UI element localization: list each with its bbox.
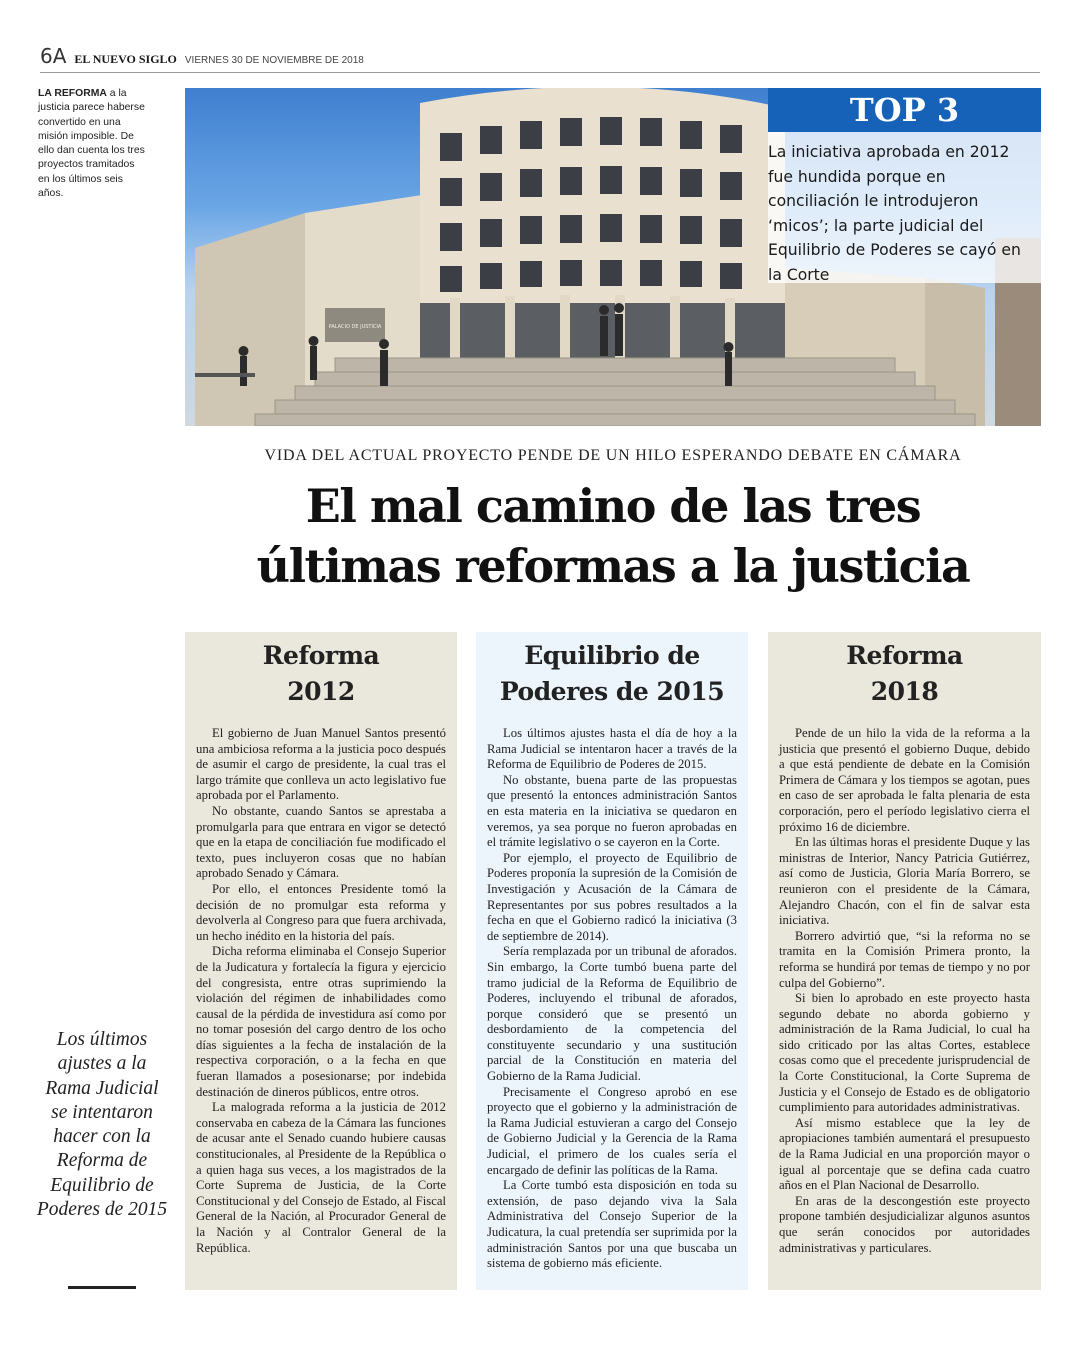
column-body [196,726,446,1256]
column-title [779,638,1030,718]
paragraph: La Corte tumbó esta disposición en toda su extensión, de paso dejando viva la Sala Administrativa del Consejo Superior de la Judicatura, la cual pretendía ser suprimida por la administración Santos por una que buscaba un sistema de gobierno más eficiente. [487,1178,737,1271]
column-title-line-2: 2012 [287,677,355,706]
paragraph: No obstante, cuando Santos se aprestaba a promulgarla para que entrara en vigor se detectó que en la etapa de conciliación fue modificado el texto, pues incluyeron cosas que no habían aprobado Senado y Cámara. [196,803,446,881]
page-number: 6A [40,44,67,68]
column-body [779,726,1030,1256]
article-headline [185,476,1041,596]
issue-date: VIERNES 30 DE NOVIEMBRE DE 2018 [184,55,364,66]
paragraph: Precisamente el Congreso aprobó en ese proyecto que el gobierno y la administración de la Rama Judicial estuvieran a cargo del Consejo de Gobierno Judicial y la Gerencia de la Rama Judicial, el primero de los cuales sería el encargado de definir las políticas de la Rama. [487,1084,737,1177]
column-title-line-1: Reforma [846,641,963,670]
paragraph: Los últimos ajustes hasta el día de hoy a la Rama Judicial se intentaron hacer a través de la Reforma de Equilibrio de Poderes de 2015. [487,726,737,772]
paragraph: Por ejemplo, el proyecto de Equilibrio de Poderes proponía la supresión de la Comisión de Investigación y Acusación de la Cámara de Representantes por sus pobres resultados a la fecha en que el Gobierno radicó la iniciativa (3 de septiembre de 2014). [487,850,737,943]
paragraph: En las últimas horas el presidente Duque y las ministras de Interior, Nancy Patricia Gutiérrez, así como de Justicia, Gloria María Borrero, se reunieron con el presidente de la Cámara, Alejandro Chacón, con el fin de salvar esta iniciativa. [779,835,1030,928]
column-reforma-2018 [768,632,1041,1290]
column-title [196,638,446,718]
top3-text: La iniciativa aprobada en 2012 fue hundida porque en conciliación le introdujeron ‘micos’; la parte judicial del Equilibrio de Poderes se cayó en la Corte [768,143,1021,284]
column-title-line-2: Poderes de 2015 [499,677,725,706]
column-title-line-1: Equilibrio de [524,641,700,670]
building-plaque: PALACIO DE JUSTICIA [328,324,382,330]
page-folio [40,44,1040,70]
article-kicker: VIDA DEL ACTUAL PROYECTO PENDE DE UN HILO ESPERANDO DEBATE EN CÁMARA [264,447,962,464]
column-reforma-2012 [185,632,457,1290]
column-title-line-2: 2018 [870,677,939,706]
paragraph: El gobierno de Juan Manuel Santos presentó una ambiciosa reforma a la justicia poco después de asumir el cargo de presidente, la cual tras el largo trámite que conlleva un acto legislativo fue aprobada por el Parlamento. [196,726,446,803]
pull-quote-rule [68,1286,136,1289]
top3-title: TOP 3 [768,88,1041,132]
paragraph: La malograda reforma a la justicia de 2012 conservaba en cabeza de la Cámara las funciones de acusar ante el Senado cuando hubiere causas constitucionales, al Presidente de la República o a quien haga sus veces, a los magistrados de la Corte Suprema de Justicia, de la Corte Constitucional y del Consejo de Estado, al Fiscal General de la Nación, al Procurador General de la Nación y al Contralor General de la República. [196,1100,446,1255]
caption-lead: LA REFORMA [38,88,107,99]
column-title-line-1: Reforma [262,641,380,670]
paragraph: En aras de la descongestión este proyecto propone también desjudicializar algunos asuntos que serán conocidos por autoridades administrativas y particulares. [779,1193,1030,1255]
paragraph: Sería remplazada por un tribunal de aforados. Sin embargo, la Corte tumbó buena parte del tramo judicial de la Reforma de Equilibrio de Poderes, incluyendo el tribunal de aforados, porque consideró que se presentó un desbordamiento de la competencia del constituyente secundario y una sustitución parcial de la Constitución en materia del Gobierno de la Rama Judicial. [487,944,737,1084]
paragraph: Borrero advirtió que, “si la reforma no se tramita en la Comisión Primera pronto, la reforma se hundirá por temas de tiempo y no por culpa del Gobierno”. [779,928,1030,990]
caption-text: a la justicia parece haberse convertido en una misión imposible. De ello dan cuenta los tres proyectos tramitados en los últimos seis años. [38,88,145,200]
headline-line-2: últimas reformas a la justicia [256,539,970,593]
paragraph: Por ello, el entonces Presidente tomó la decisión de no promulgar esta reforma y devolverla al Congreso para que fuera archivada, un hecho inédito en la historia del país. [196,881,446,943]
photo-caption [38,87,148,201]
headline-line-1: El mal camino de las tres [305,479,921,533]
paragraph: Así mismo establece que la ley de apropiaciones también aumentará el presupuesto de la Rama Judicial en una proporción mayor o igual al porcentaje que se defina cada cuatro años en el Plan Nacional de Desarrollo. [779,1115,1030,1193]
column-equilibrio-2015 [476,632,748,1290]
paragraph: Pende de un hilo la vida de la reforma a la justicia que presentó el gobierno Duque, debido a que está pendiente de debate en la Comisión Primera de Cámara y los tiempos se agotan, pues en caso de ser aprobada le falta plenaria de esta corporación, pero el período legislativo cierra el próximo 16 de diciembre. [779,726,1030,834]
pull-quote: Los últimos ajustes a la Rama Judicial se intentaron hacer con la Reforma de Equilibrio de Poderes de 2015 [36,1029,168,1221]
column-title [487,638,737,718]
column-body [487,726,737,1272]
paragraph: Si bien lo aprobado en este proyecto hasta segundo debate no aborda gobierno y administración de la Rama Judicial, lo cual ha sido criticado por las altas Cortes, establece cosas como que el precedente jurisprudencial de la Corte Constitucional, la Corte Suprema de Justicia y el Consejo de Estado es de obligatorio cumplimiento para autoridades administrativas. [779,991,1030,1115]
paragraph: No obstante, buena parte de las propuestas que presentó la entonces administración Santos en esta materia en la iniciativa se quedaron en veremos, ya sea porque no fueron aprobadas en el trámite legislativo o se cayeron en la Corte. [487,772,737,850]
paragraph: Dicha reforma eliminaba el Consejo Superior de la Judicatura y fortalecía la figura y ejercicio del congresista, entre otras suprimiendo la violación del régimen de inhabilidades como causal de la pérdida de investidura así como por no tomar posesión del cargo dentro de los ocho días siguientes a la fecha de instalación de la respectiva corporación, o a la fecha en que fueran llamados a posesionarse; por indebida destinación de dineros públicos, entre otros. [196,944,446,1099]
header-rule [40,72,1040,73]
newspaper-name: EL NUEVO SIGLO [74,52,177,66]
